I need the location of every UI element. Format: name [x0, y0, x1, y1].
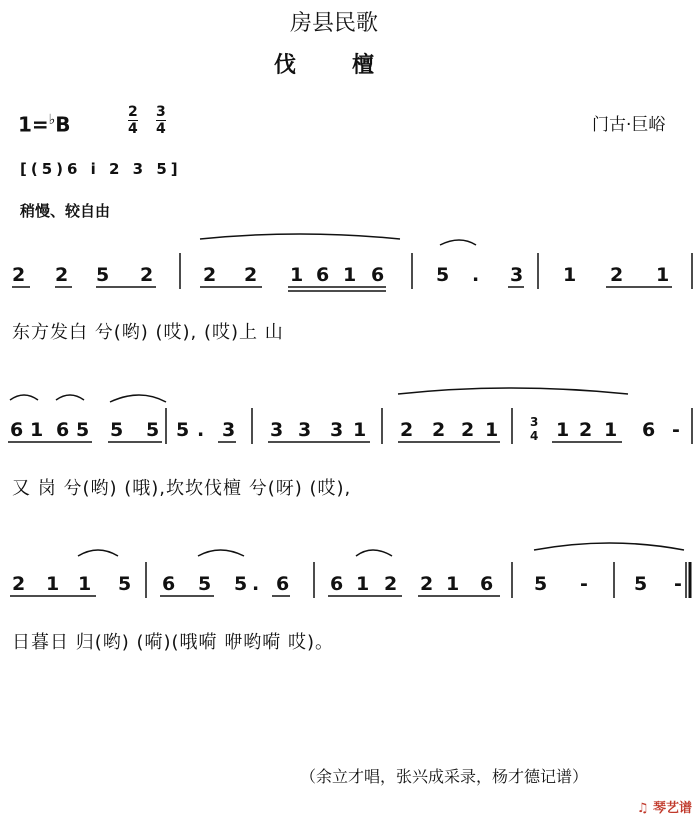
- song-category: 房县民歌: [290, 11, 379, 36]
- svg-text:6: 6: [10, 419, 24, 441]
- svg-text:6: 6: [162, 573, 176, 595]
- svg-text:5: 5: [534, 573, 548, 595]
- svg-text:3: 3: [330, 419, 344, 441]
- intro-motif: [(5)6 i 2 3 5]: [20, 160, 182, 178]
- watermark-logo: ♫ 琴艺谱: [636, 801, 692, 816]
- svg-text:6: 6: [56, 419, 70, 441]
- svg-text:2: 2: [55, 264, 69, 286]
- svg-text:5: 5: [76, 419, 90, 441]
- svg-text:2: 2: [432, 419, 446, 441]
- svg-text:2: 2: [384, 573, 398, 595]
- credit-line: （余立才唱，张兴成采录，杨才德记谱）: [300, 767, 589, 786]
- notation-line-1: [0, 225, 700, 305]
- song-title: 伐 檀: [274, 52, 379, 78]
- svg-text:2: 2: [610, 264, 624, 286]
- svg-text:1: 1: [485, 419, 499, 441]
- svg-text:-: -: [674, 573, 682, 595]
- svg-text:3: 3: [298, 419, 312, 441]
- svg-text:1: 1: [353, 419, 367, 441]
- svg-text:1: 1: [563, 264, 577, 286]
- svg-text:2: 2: [12, 264, 26, 286]
- svg-text:6: 6: [371, 264, 385, 286]
- svg-text:2: 2: [140, 264, 154, 286]
- svg-text:1: 1: [556, 419, 570, 441]
- svg-text:1: 1: [356, 573, 370, 595]
- svg-text:5: 5: [96, 264, 110, 286]
- svg-text:1: 1: [30, 419, 44, 441]
- svg-text:6: 6: [276, 573, 290, 595]
- svg-text:.: .: [472, 264, 480, 286]
- svg-text:5: 5: [110, 419, 124, 441]
- svg-text:1: 1: [46, 573, 60, 595]
- notation-line-2: [0, 380, 700, 460]
- lyrics-line-2: 又 岗 兮(哟) (哦),坎坎伐檀 兮(呀) (哎),: [12, 478, 352, 499]
- key-signature: 1=♭B: [18, 112, 71, 137]
- svg-text:1: 1: [78, 573, 92, 595]
- svg-text:2: 2: [244, 264, 258, 286]
- svg-text:5: 5: [176, 419, 190, 441]
- logo-icon: ♫: [636, 801, 649, 816]
- svg-text:5: 5: [436, 264, 450, 286]
- svg-text:5: 5: [234, 573, 248, 595]
- tempo-marking: 稍慢、较自由: [20, 202, 111, 220]
- svg-text:6: 6: [316, 264, 330, 286]
- svg-text:5: 5: [146, 419, 160, 441]
- svg-text:6: 6: [642, 419, 656, 441]
- svg-text:5: 5: [118, 573, 132, 595]
- time-signature-2-4: 2 4: [128, 104, 138, 137]
- svg-text:.: .: [252, 573, 260, 595]
- svg-text:2: 2: [400, 419, 414, 441]
- svg-text:1: 1: [656, 264, 670, 286]
- svg-text:1: 1: [343, 264, 357, 286]
- notation-line-3: [0, 534, 700, 614]
- svg-text:3: 3: [270, 419, 284, 441]
- svg-text:4: 4: [530, 429, 539, 443]
- svg-text:3: 3: [530, 415, 539, 429]
- svg-text:5: 5: [198, 573, 212, 595]
- svg-text:2: 2: [420, 573, 434, 595]
- svg-text:6: 6: [330, 573, 344, 595]
- svg-text:.: .: [197, 419, 205, 441]
- svg-text:3: 3: [222, 419, 236, 441]
- svg-text:2: 2: [12, 573, 26, 595]
- svg-text:2: 2: [461, 419, 475, 441]
- svg-text:1: 1: [446, 573, 460, 595]
- lyrics-line-1: 东方发白 兮(哟) (哎), (哎)上 山: [12, 322, 284, 343]
- svg-text:6: 6: [480, 573, 494, 595]
- svg-text:-: -: [672, 419, 680, 441]
- svg-text:3: 3: [510, 264, 524, 286]
- svg-text:1: 1: [290, 264, 304, 286]
- time-signature-3-4: 3 4: [156, 104, 166, 137]
- svg-text:2: 2: [203, 264, 217, 286]
- svg-text:-: -: [580, 573, 588, 595]
- svg-text:2: 2: [579, 419, 593, 441]
- svg-text:5: 5: [634, 573, 648, 595]
- svg-text:1: 1: [604, 419, 618, 441]
- region-label: 门古·巨峪: [592, 115, 666, 135]
- lyrics-line-3: 日暮日 归(哟) (嗬)(哦嗬 咿哟嗬 哎)。: [12, 632, 335, 653]
